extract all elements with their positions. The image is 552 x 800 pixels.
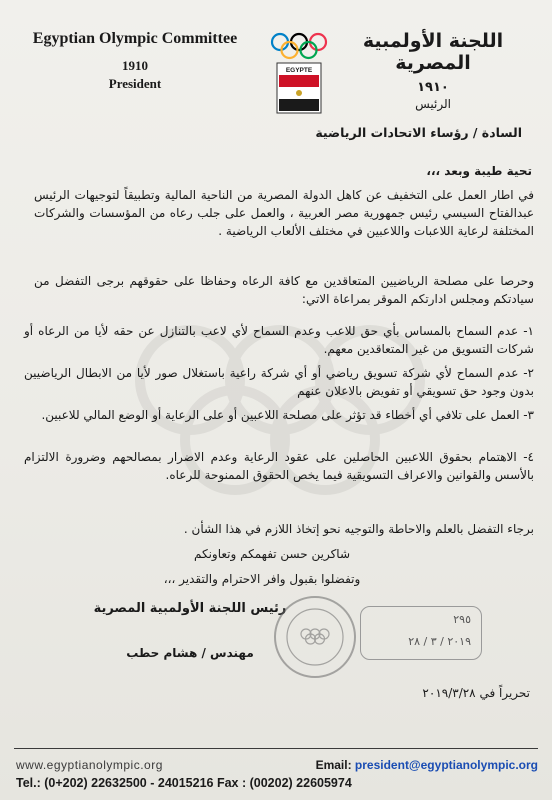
website-link[interactable]: www.egyptianolympic.org (16, 758, 163, 772)
email-line (316, 758, 538, 772)
olympic-committee-logo (268, 30, 330, 118)
header-arabic (328, 30, 538, 111)
official-stamp (272, 594, 358, 680)
role-en: President (108, 76, 162, 91)
paragraph-intro: في اطار العمل على التخفيف عن كاهل الدولة المصرية من الناحية المالية وتطبيقاً لتوجيهات الرئيس عبدالفتاح السيسي رئيس جمهورية مصر العربية ، والعمل على جلب رعاه من المؤسسات والشركات المختلفة لرعاية اللاعبات واللاعبين في مختلف الألعاب الرياضية . (34, 188, 534, 238)
phone-fax-line: Tel.: (0+202) 22632500 - 24015216 Fax : (00202) 22605974 (16, 776, 352, 790)
thanks-line: شاكرين حسن تفهمكم وتعاونكم (193, 547, 351, 561)
registry-number: ٢٩٥ (453, 613, 471, 626)
list-item: ١- عدم السماح بالمساس بأي حق للاعب وعدم السماح لأي لاعب بالتنازل عن حقه لأيا من الرعاه أو شركات التسويق من غير المتعاقدين معهم. (24, 324, 534, 356)
greeting: تحية طيبة وبعد ،،، (426, 164, 532, 178)
org-name-en: Egyptian Olympic Committee (32, 30, 238, 47)
org-name-ar: اللجنة الأولمبية المصرية (362, 30, 504, 74)
logo-text: EGYPTE (285, 67, 313, 74)
role-ar: الرئيس (415, 97, 451, 111)
paragraph-request: وحرصا على مصلحة الرياضيين المتعاقدين مع كافة الرعاه وحفاظا على حقوقهم برجى التفضل من سيادتكم ومجلس ادارتكم الموقر بمراعاة الاتي: (34, 274, 534, 306)
signature-title: رئيس اللجنة الأولمبية المصرية (93, 601, 287, 616)
founding-year-ar: ١٩١٠ (417, 80, 449, 95)
salutation: السادة / رؤساء الاتحادات الرياضية (315, 125, 522, 140)
registry-date: ٢٠١٩ / ٣ / ٢٨ (408, 635, 471, 648)
founding-year-en: 1910 (122, 58, 148, 73)
closing-line: وتفضلوا بقبول وافر الاحترام والتقدير ،،، (163, 572, 361, 586)
signature-name: مهندس / هشام حطب (126, 646, 254, 660)
email-label: Email: (315, 758, 352, 772)
registry-box (360, 606, 482, 660)
list-item: ٢- عدم السماح لأي شركة تسويق رياضي أو أي شركة راعية باستغلال صور لأيا من الابطال الرياضيين بدون وجود حق تسويقي أو تفويض بالاعلان عنهم (24, 366, 534, 398)
header-english (30, 30, 240, 92)
list-item: ٣- العمل على تلافي أي أخطاء قد تؤثر على مصلحة اللاعبين أو على الرعاية أو الوضع المالي للاعبين. (41, 408, 534, 422)
request-line: برجاء التفضل بالعلم والاحاطة والتوجيه نحو إتخاذ اللازم في هذا الشأن . (183, 522, 534, 536)
issue-date: تحريراً في ٢٠١٩/٣/٢٨ (422, 686, 530, 700)
list-item: ٤- الاهتمام بحقوق اللاعبين الحاصلين على عقود الرعاية وعدم الاضرار بمصالحهم وضرورة الالتزام بالأسس والقوانين والاعراف التسويقية فيما يخص الحقوق الممنوحة للرعاه. (24, 450, 534, 482)
footer-divider (14, 748, 538, 749)
email-link[interactable]: president@egyptianolympic.org (354, 758, 538, 772)
